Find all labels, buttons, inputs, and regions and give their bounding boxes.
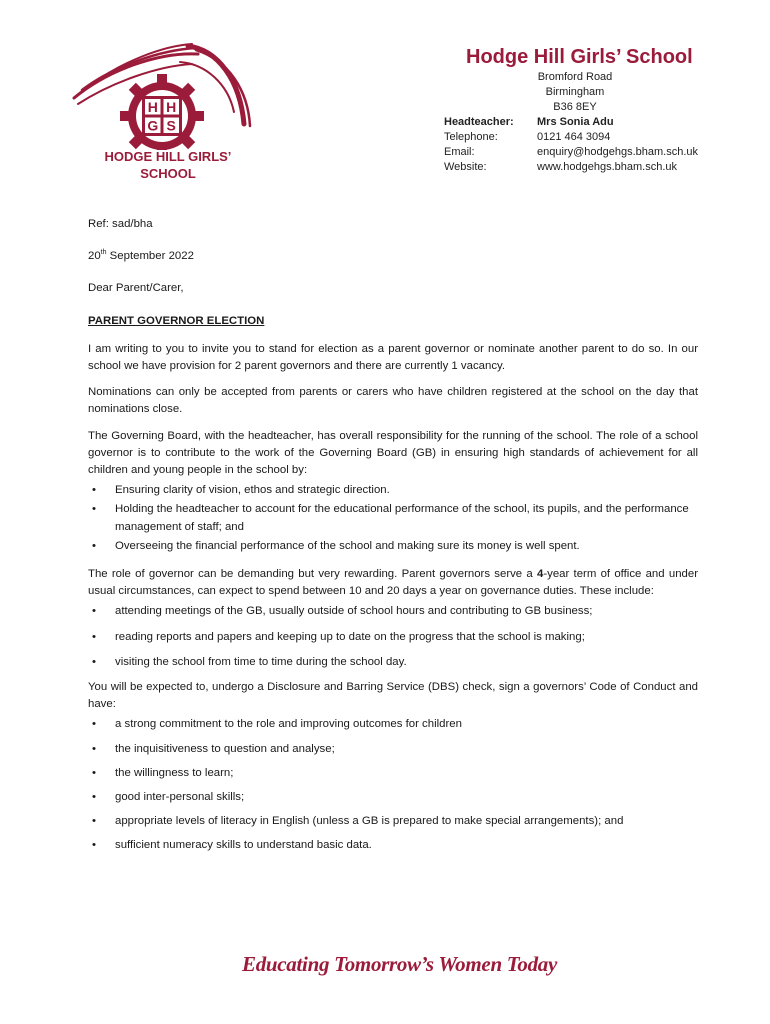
address-line: Bromford Road [537,71,613,83]
paragraph: You will be expected to, undergo a Disclosure and Barring Service (DBS) check, sign a governors’ Code of Conduct and have: [88,681,698,711]
governor-duties-list [88,482,698,555]
bullet-icon: • [92,605,96,618]
school-name-heading: Hodge Hill Girls’ School [466,46,693,68]
bullet-icon: • [92,815,96,828]
list-item: • Ensuring clarity of vision, ethos and strategic direction. [88,482,698,499]
logo-letter: S [166,117,176,134]
paragraph: Nominations can only be accepted from parents or carers who have children registered at the school on the day that nominations close. [88,386,698,416]
bullet-icon: • [92,503,96,516]
contact-row-headteacher [444,115,698,130]
logo-school-name: HODGE HILL GIRLS’ SCHOOL [104,149,232,181]
bullet-icon: • [92,766,96,779]
address-line: Birmingham [545,86,605,98]
logo-letter: H [147,99,158,115]
contact-row-website [444,160,698,175]
bullet-icon: • [92,539,96,552]
address-line: B36 8EY [553,101,597,113]
email-value: enquiry@hodgehgs.bham.sch.uk [537,146,698,158]
bullet-icon: • [92,484,96,497]
date-suffix: th [100,249,107,257]
list-item: • Overseeing the financial performance of the school and making sure its money is well spent. [88,538,698,555]
footer-slogan: Educating Tomorrow’s Women Today [242,952,557,976]
contact-label: Email: [444,146,475,158]
contact-row-email [444,145,698,160]
list-item: • Holding the headteacher to account for the educational performance of the school, its pupils, and the performance management of staff; and [92,503,689,533]
bullet-icon: • [92,718,96,731]
bullet-icon: • [92,630,96,643]
website-value: www.hodgehgs.bham.sch.uk [537,161,678,173]
list-item: • a strong commitment to the role and improving outcomes for children [88,716,698,733]
school-logo [68,40,268,190]
contact-label: Website: [444,161,487,173]
contact-row-telephone [444,130,698,145]
letter-date [88,248,698,265]
logo-letter: H [166,99,177,115]
logo-letter: G [147,117,159,134]
date-day: 20 [88,250,101,263]
contact-label: Headteacher: [444,116,514,128]
paragraph: The role of governor can be demanding but very rewarding. Parent governors serve a 4-year term of office and under usual circumstances, can expect to spend between 10 and 20 days a year on governance duties. These include: [88,568,698,598]
school-address [520,70,630,115]
letter-heading: PARENT GOVERNOR ELECTION [88,314,265,327]
list-item: • attending meetings of the GB, usually outside of school hours and contributing to GB business; [88,603,698,620]
list-item: • visiting the school from time to time during the school day. [88,654,698,671]
bullet-icon: • [92,839,96,852]
bullet-icon: • [92,655,96,668]
list-item: • the willingness to learn; [88,765,698,782]
reference: Ref: sad/bha [88,218,153,230]
bullet-icon: • [92,791,96,804]
list-item: • sufficient numeracy skills to understand basic data. [88,837,698,854]
telephone-value: 0121 464 3094 [537,131,611,143]
list-item: • good inter-personal skills; [88,789,698,806]
paragraph: I am writing to you to invite you to stand for election as a parent governor or nominate another parent to do so. In our school we have provision for 2 parent governors and there are currently 1 vacancy. [88,342,698,373]
headteacher-name: Mrs Sonia Adu [537,116,614,128]
bullet-icon: • [92,742,96,755]
letter-body [88,216,698,862]
contact-details [444,115,698,175]
requirements-list [88,716,698,854]
salutation: Dear Parent/Carer, [88,282,184,295]
list-item: • reading reports and papers and keeping up to date on the progress that the school is making; [88,629,698,646]
logo-emblem-graphic [68,40,268,150]
date-rest: September 2022 [106,250,194,263]
list-item: • appropriate levels of literacy in English (unless a GB is prepared to make special arrangements); and [88,813,698,830]
governance-duties-list [88,603,698,671]
contact-label: Telephone: [444,131,498,143]
paragraph: The Governing Board, with the headteacher, has overall responsibility for the running of the school. The role of a school governor is to contribute to the work of the Governing Board (GB) in ensuring high standards of achievement for all children and young people in the school by: [88,429,698,477]
list-item: • the inquisitiveness to question and analyse; [88,741,698,758]
